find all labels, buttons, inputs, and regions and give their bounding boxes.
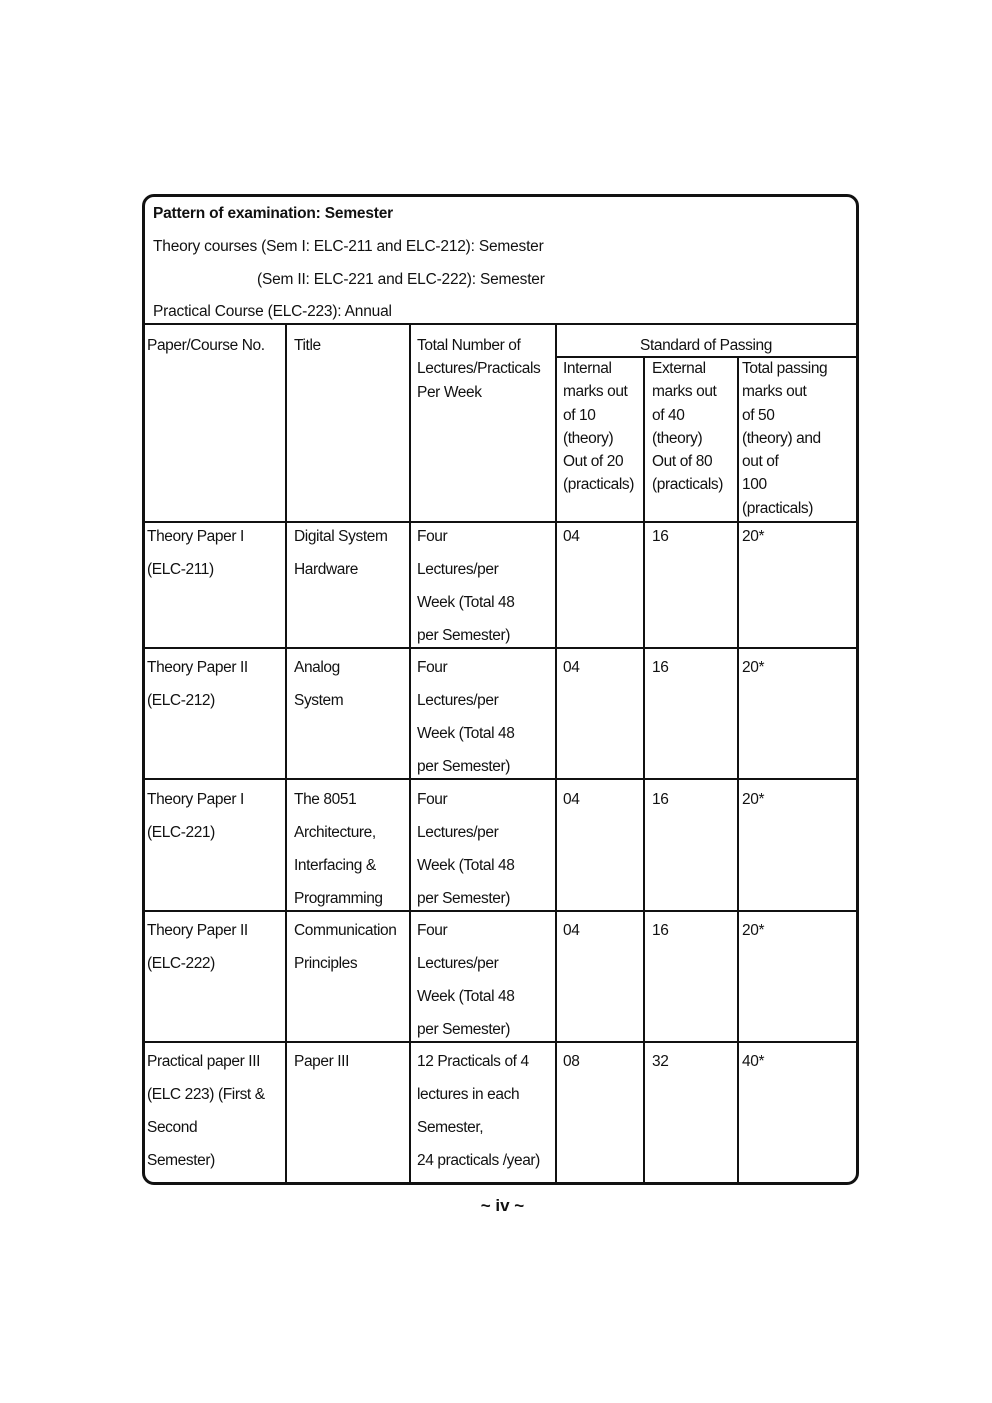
col-rule <box>737 356 739 1182</box>
table-row-5-lectures: 12 Practicals of 4 lectures in each Semester, 24 practicals /year) <box>417 1053 540 1169</box>
col-rule <box>555 323 557 1182</box>
theory-courses-sem2: (Sem II: ELC-221 and ELC-222): Semester <box>257 271 545 288</box>
table-row-1-total: 20* <box>742 528 765 545</box>
col-header-course-no: Paper/Course No. <box>147 337 265 354</box>
table-row-5-total: 40* <box>742 1053 765 1070</box>
theory-courses-sem1: Theory courses (Sem I: ELC-211 and ELC-212): Semester <box>153 238 544 255</box>
col-header-standard-of-passing: Standard of Passing <box>640 337 772 354</box>
table-row-3-internal: 04 <box>563 791 580 808</box>
table-row-5-internal: 08 <box>563 1053 580 1070</box>
table-row-5-title: Paper III <box>294 1053 349 1070</box>
table-row-4-title: Communication Principles <box>294 922 397 972</box>
col-header-total: Total passing marks out of 50 (theory) and out of 100 (practicals) <box>742 360 828 517</box>
table-row-1-title: Digital System Hardware <box>294 528 388 578</box>
col-header-external: External marks out of 40 (theory) Out of 80 (practicals) <box>652 360 723 494</box>
table-row-2-total: 20* <box>742 659 765 676</box>
table-row-1-lectures: Four Lectures/per Week (Total 48 per Semester) <box>417 528 515 644</box>
table-row-4-external: 16 <box>652 922 669 939</box>
table-row-1-external: 16 <box>652 528 669 545</box>
table-row-2-title: Analog System <box>294 659 344 709</box>
table-top-rule <box>145 323 856 325</box>
col-header-internal: Internal marks out of 10 (theory) Out of 20 (practicals) <box>563 360 634 494</box>
col-header-lectures: Total Number of Lectures/Practicals Per Week <box>417 337 541 401</box>
col-rule <box>285 323 287 1182</box>
table-row-4-lectures: Four Lectures/per Week (Total 48 per Semester) <box>417 922 515 1038</box>
table-row-1-internal: 04 <box>563 528 580 545</box>
table-row-2-external: 16 <box>652 659 669 676</box>
col-rule <box>643 356 645 1182</box>
table-row-1-course-no: Theory Paper I (ELC-211) <box>147 528 244 578</box>
table-row-2-lectures: Four Lectures/per Week (Total 48 per Semester) <box>417 659 515 775</box>
table-row-4-internal: 04 <box>563 922 580 939</box>
table-row-5-course-no: Practical paper III (ELC 223) (First & Second Semester) <box>147 1053 265 1169</box>
col-rule <box>409 323 411 1182</box>
page-number: ~ iv ~ <box>480 1196 525 1215</box>
table-row-2-internal: 04 <box>563 659 580 676</box>
table-row-5-external: 32 <box>652 1053 669 1070</box>
table-row-3-title: The 8051 Architecture, Interfacing & Programming <box>294 791 383 907</box>
table-row-3-external: 16 <box>652 791 669 808</box>
col-header-title: Title <box>294 337 321 354</box>
section-title: Pattern of examination: Semester <box>153 205 393 222</box>
practical-course-line: Practical Course (ELC-223): Annual <box>153 303 392 320</box>
table-row-4-course-no: Theory Paper II (ELC-222) <box>147 922 248 972</box>
table-row-3-lectures: Four Lectures/per Week (Total 48 per Semester) <box>417 791 515 907</box>
table-row-4-total: 20* <box>742 922 765 939</box>
table-row-3-total: 20* <box>742 791 765 808</box>
exam-pattern-box <box>142 194 859 1185</box>
table-row-2-course-no: Theory Paper II (ELC-212) <box>147 659 248 709</box>
table-row-3-course-no: Theory Paper I (ELC-221) <box>147 791 244 841</box>
